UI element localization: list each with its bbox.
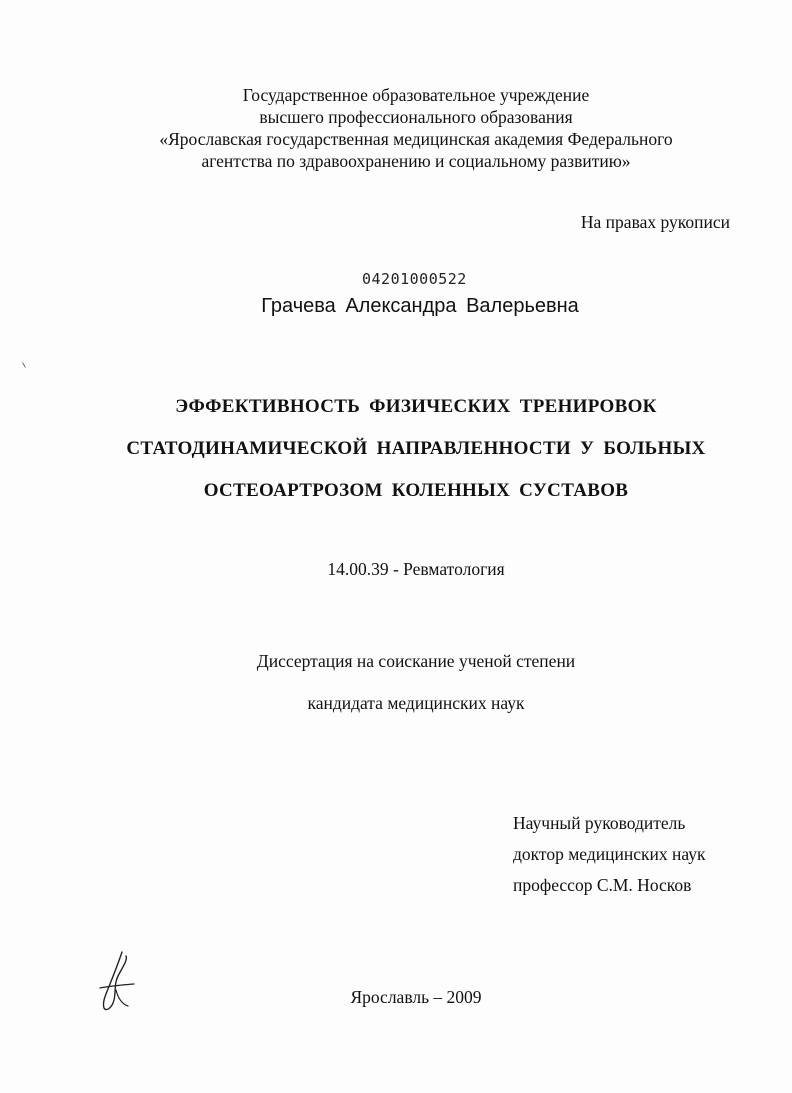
scan-speck — [22, 362, 26, 368]
thesis-title-line: ЭФФЕКТИВНОСТЬ ФИЗИЧЕСКИХ ТРЕНИРОВОК — [175, 396, 657, 417]
degree-line: кандидата медицинских наук — [307, 693, 525, 713]
city-year: Ярославль – 2009 — [350, 987, 482, 1007]
institution-line: Государственное образовательное учреждение — [242, 85, 590, 105]
institution-line: агентства по здравоохранению и социальному развитию» — [201, 151, 631, 171]
institution-line: высшего профессионального образования — [259, 107, 573, 127]
document-number-stamp: 04201000522 — [362, 270, 467, 288]
supervisor-line: профессор С.М. Носков — [513, 875, 692, 895]
degree-line: Диссертация на соискание ученой степени — [256, 651, 576, 671]
institution-line: «Ярославская государственная медицинская академия Федерального — [159, 129, 673, 149]
supervisor-line: доктор медицинских наук — [513, 844, 706, 864]
supervisor-block — [513, 808, 705, 901]
thesis-title-line: ОСТЕОАРТРОЗОМ КОЛЕННЫХ СУСТАВОВ — [203, 480, 629, 501]
degree-statement — [60, 640, 772, 724]
thesis-title — [60, 386, 772, 512]
manuscript-note: На правах рукописи — [580, 212, 730, 232]
institution-header — [60, 84, 772, 172]
author-name: Грачева Александра Валерьевна — [261, 295, 579, 317]
thesis-title-line: СТАТОДИНАМИЧЕСКОЙ НАПРАВЛЕННОСТИ У БОЛЬНЫХ — [126, 438, 706, 459]
supervisor-line: Научный руководитель — [513, 813, 686, 833]
specialty-code: 14.00.39 - Ревматология — [327, 559, 505, 579]
